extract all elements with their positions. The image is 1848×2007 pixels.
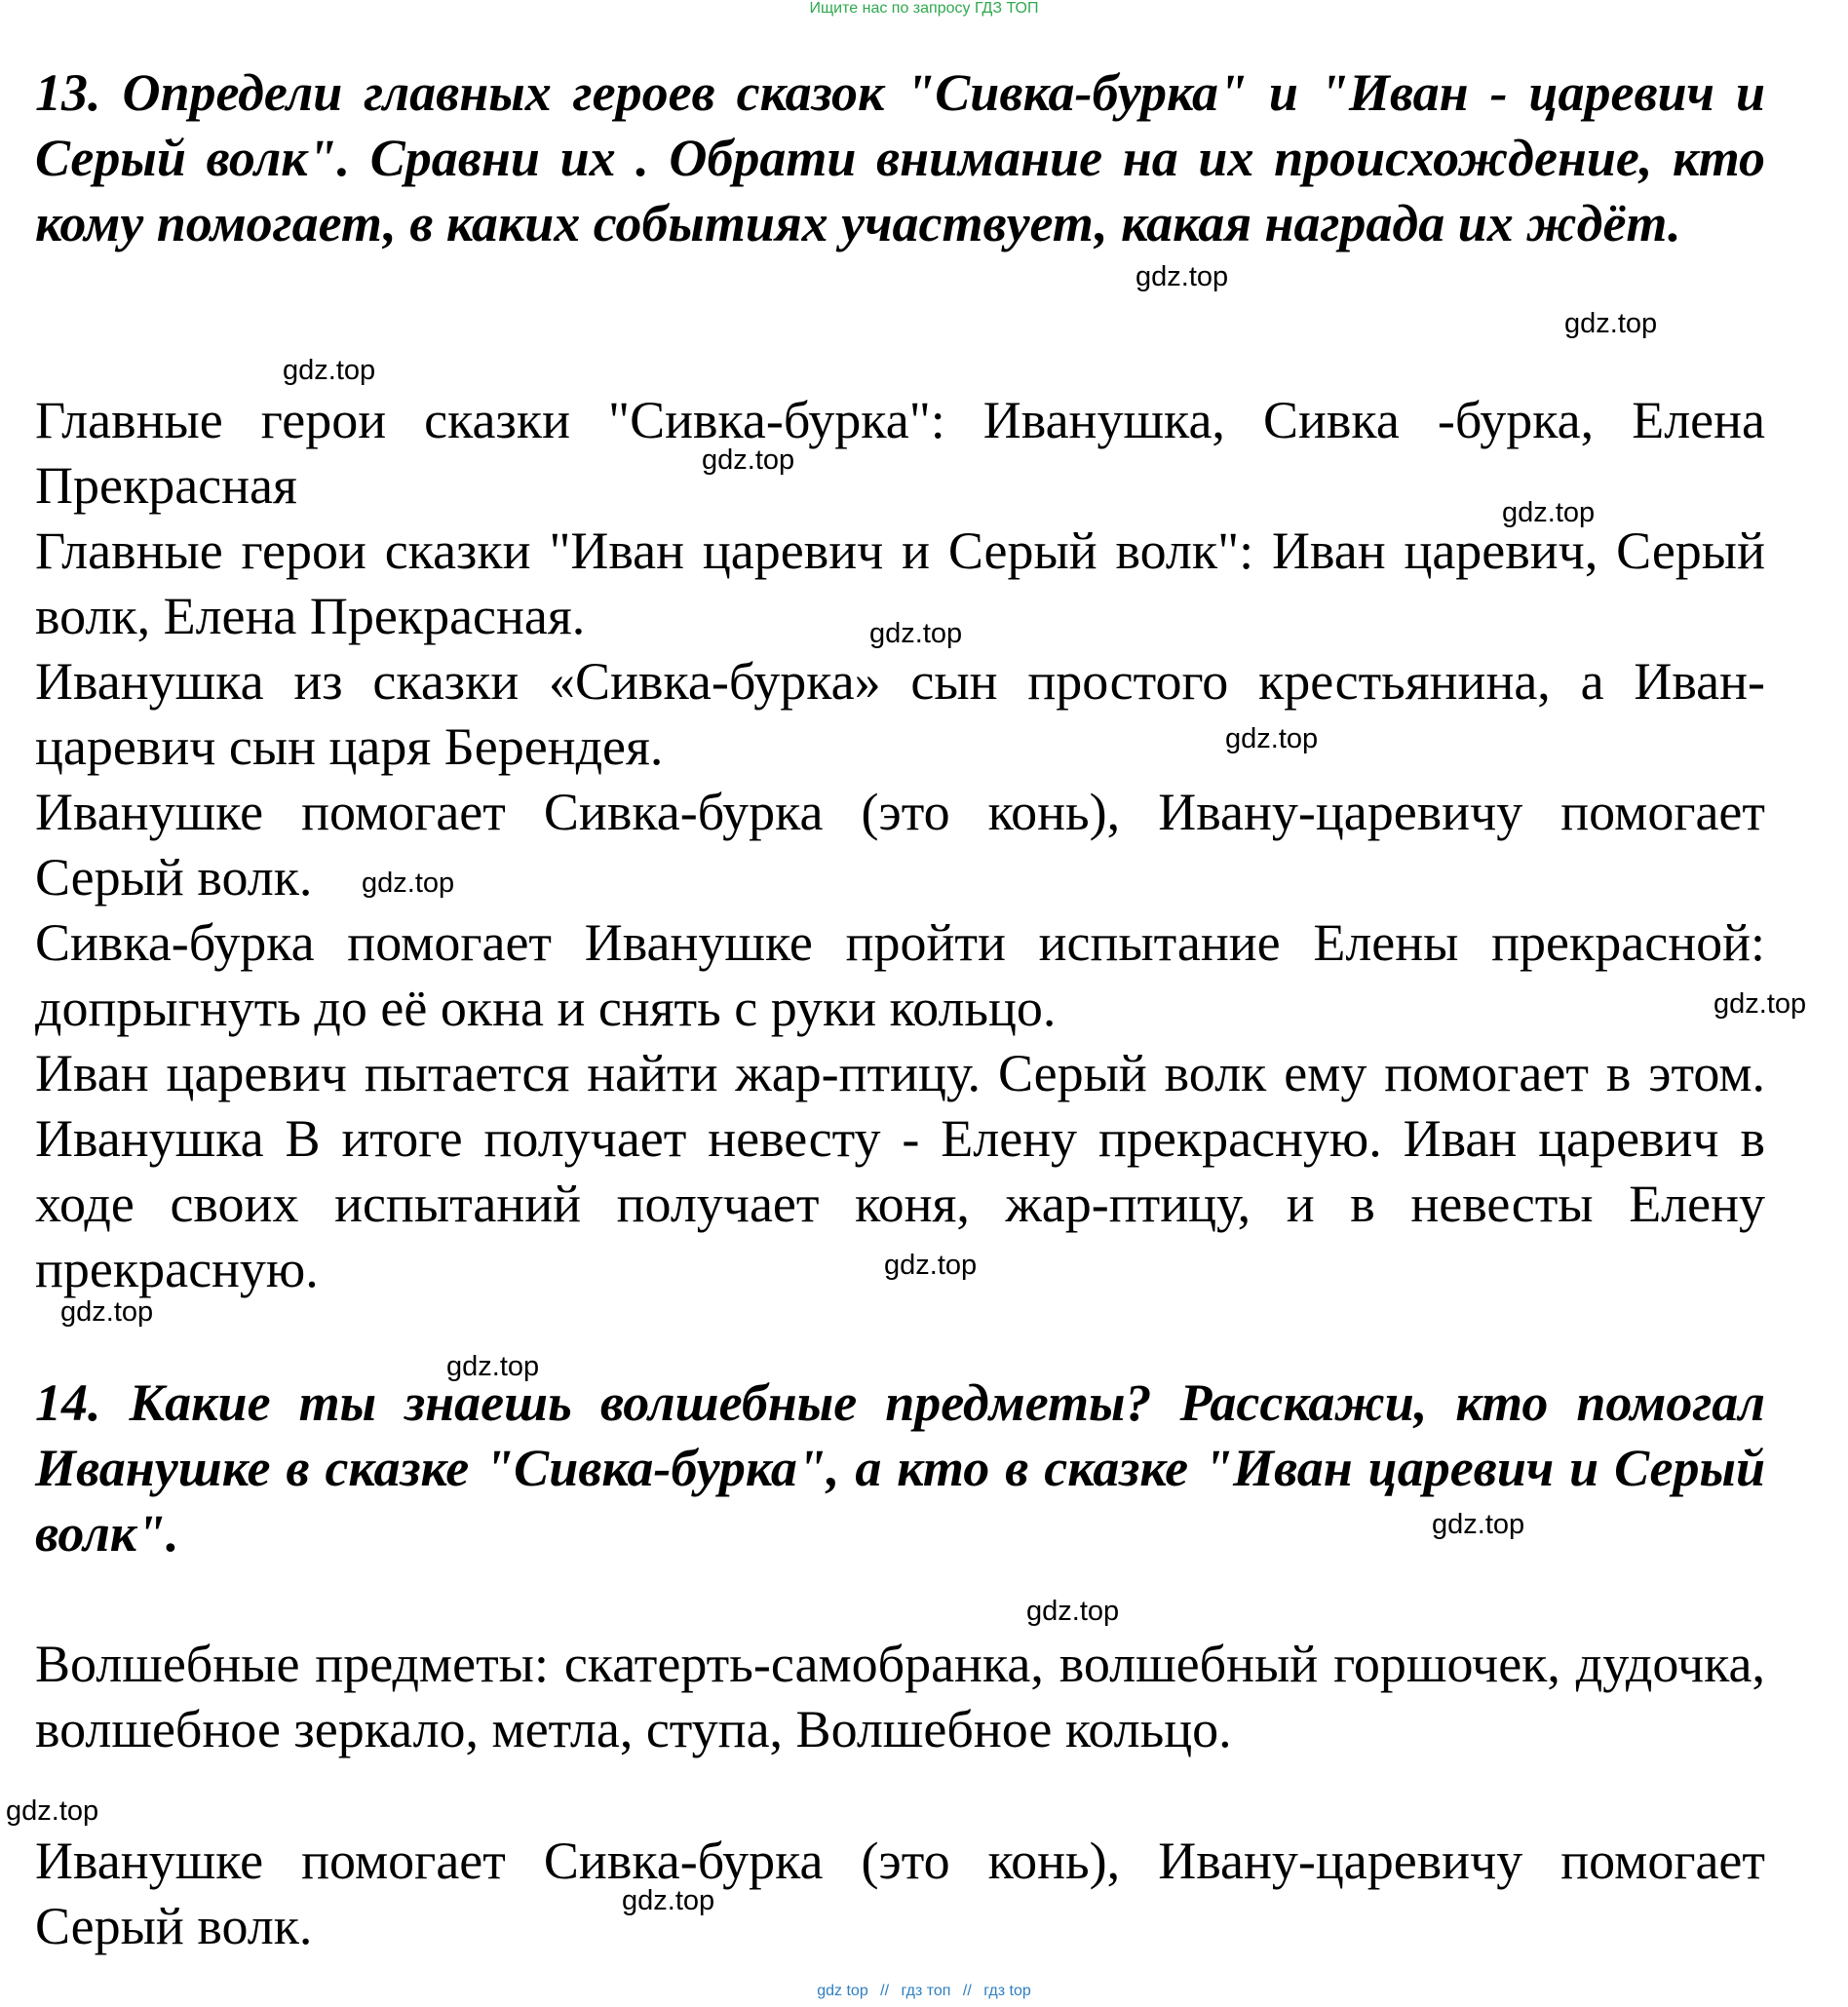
watermark: gdz.top xyxy=(1432,1509,1525,1540)
answer-13-paragraph: Иванушка из сказки «Сивка-бурка» сын простого крестьянина, а Иван-царевич сын царя Берендея. xyxy=(35,652,1765,776)
footer-separator: // xyxy=(880,1983,890,1999)
answer-14 xyxy=(35,1632,1765,1762)
footer-link[interactable]: гдз топ xyxy=(901,1983,951,1999)
watermark: gdz.top xyxy=(622,1885,715,1916)
watermark: gdz.top xyxy=(6,1795,99,1827)
answer-13-paragraph: Сивка-бурка помогает Иванушке пройти испытание Елены прекрасной: допрыгнуть до её окна и снять с руки кольцо. xyxy=(35,913,1765,1037)
watermark: gdz.top xyxy=(1502,497,1596,528)
watermark: gdz.top xyxy=(1713,988,1807,1020)
watermark: gdz.top xyxy=(1225,723,1319,754)
footer-link[interactable]: гдз top xyxy=(983,1983,1031,1999)
question-13 xyxy=(35,60,1765,256)
watermark: gdz.top xyxy=(1564,308,1658,339)
answer-13-paragraph: Иван царевич пытается найти жар-птицу. Серый волк ему помогает в этом. Иванушка В итоге получает невесту - Елену прекрасную. Иван царевич в ходе своих испытаний получает коня, жар-птицу, и в невесты Елену прекрасную. xyxy=(35,1044,1765,1298)
question-14-text: 14. Какие ты знаешь волшебные предметы? Расскажи, кто помогал Иванушке в сказке "Сивка-бурка", а кто в сказке "Иван царевич и Серый волк". xyxy=(35,1373,1765,1563)
footer-separator: // xyxy=(962,1983,972,1999)
watermark: gdz.top xyxy=(702,444,795,476)
watermark: gdz.top xyxy=(1026,1596,1120,1627)
answer-13-paragraph: Главные герои сказки "Иван царевич и Серый волк": Иван царевич, Серый волк, Елена Прекрасная. xyxy=(35,521,1765,645)
watermark: gdz.top xyxy=(362,868,455,899)
watermark: gdz.top xyxy=(283,355,376,386)
answer-13-paragraph: Главные герои сказки "Сивка-бурка": Иванушка, Сивка -бурка, Елена Прекрасная xyxy=(35,391,1765,515)
footer xyxy=(0,1983,1848,2000)
watermark: gdz.top xyxy=(60,1296,154,1328)
answer-14-paragraph: Волшебные предметы: скатерть-самобранка, волшебный горшочек, дудочка, волшебное зеркало, метла, ступа, Волшебное кольцо. xyxy=(35,1635,1765,1758)
answer-14-paragraph: Иванушке помогает Сивка-бурка (это конь), Ивану-царевичу помогает Серый волк. xyxy=(35,1832,1765,1955)
watermark: gdz.top xyxy=(1136,261,1229,292)
top-banner: Ищите нас по запросу ГДЗ ТОП xyxy=(809,0,1039,17)
answer-13-paragraph: Иванушке помогает Сивка-бурка (это конь), Ивану-царевичу помогает Серый волк. xyxy=(35,783,1765,907)
question-13-text: 13. Определи главных героев сказок "Сивка-бурка" и "Иван - царевич и Серый волк". Сравни их . Обрати внимание на их происхождение, кто кому помогает, в каких событиях участвует, какая награда их ждёт. xyxy=(35,63,1765,252)
answer-14 xyxy=(35,1829,1765,1959)
watermark: gdz.top xyxy=(884,1250,978,1281)
watermark: gdz.top xyxy=(869,618,963,649)
watermark: gdz.top xyxy=(446,1351,540,1382)
footer-link[interactable]: gdz top xyxy=(817,1983,868,1999)
